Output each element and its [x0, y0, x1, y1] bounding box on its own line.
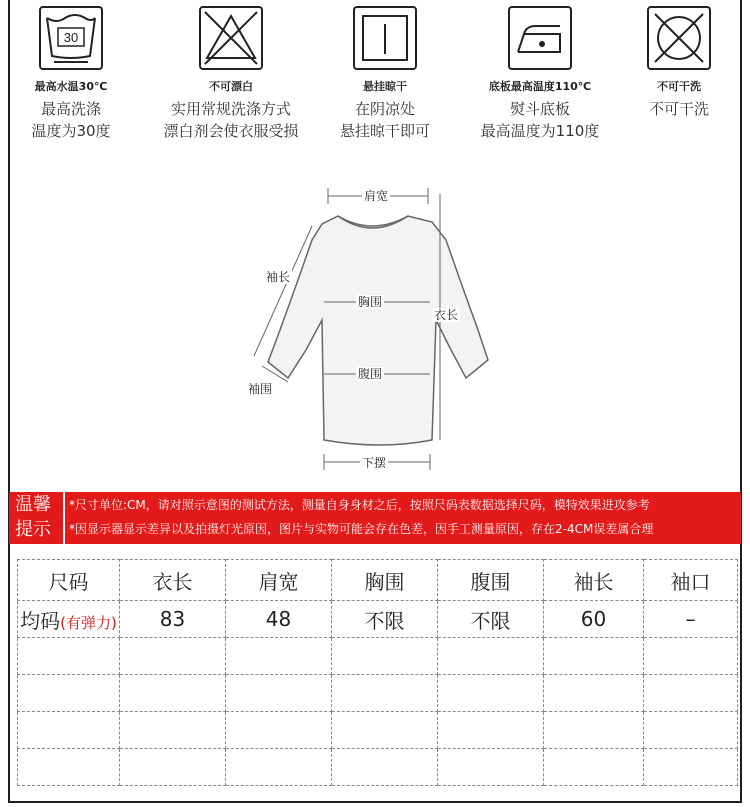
- header-cuff: 袖口: [644, 560, 738, 601]
- care-title: 底板最高温度110℃: [488, 80, 592, 93]
- care-item-bleach: [156, 6, 306, 142]
- no-bleach-icon: [199, 6, 263, 70]
- table-row-empty: [18, 749, 738, 786]
- header-shoulder: 肩宽: [226, 560, 332, 601]
- header-size: 尺码: [18, 560, 120, 601]
- no-dry-clean-icon: [647, 6, 711, 70]
- hang-dry-icon: [353, 6, 417, 70]
- table-row: [18, 601, 738, 638]
- header-waist: 腹围: [438, 560, 544, 601]
- header-sleeve: 袖长: [544, 560, 644, 601]
- value-cell: –: [644, 601, 738, 638]
- header-chest: 胸围: [332, 560, 438, 601]
- header-length: 衣长: [120, 560, 226, 601]
- care-title: 不可干洗: [657, 80, 701, 93]
- wash-30-icon: [39, 6, 103, 70]
- care-title: 悬挂晾干: [363, 80, 407, 93]
- label-length: 衣长: [434, 308, 459, 322]
- table-row-empty: [18, 712, 738, 749]
- size-cell: 均码(有弹力): [18, 601, 120, 638]
- care-desc: 不可干洗: [648, 100, 709, 118]
- tips-banner: [9, 492, 741, 544]
- care-desc: 在阴凉处 悬挂晾干即可: [339, 100, 430, 140]
- size-note: (有弹力): [60, 613, 117, 632]
- table-row-empty: [18, 638, 738, 675]
- care-item-iron: [465, 6, 615, 142]
- care-title: 不可漂白: [209, 80, 253, 93]
- care-desc: 熨斗底板 最高温度为110度: [480, 100, 600, 140]
- size-table: [17, 559, 738, 786]
- tips-line-1: *尺寸单位:CM，请对照示意图的测试方法，测量自身身材之后，按照尺码表数据选择尺码，模特效果进攻参考: [69, 498, 650, 512]
- label-chest: 胸围: [358, 295, 383, 309]
- wash-temp-label: 30: [63, 30, 79, 45]
- value-cell: 60: [544, 601, 644, 638]
- care-item-dryclean: [604, 6, 750, 120]
- table-row-empty: [18, 675, 738, 712]
- care-title: 最高水温30℃: [34, 80, 108, 93]
- garment-outline-icon: [0, 170, 750, 480]
- tips-label: 温馨 提示: [9, 492, 65, 544]
- care-instructions: [0, 0, 750, 170]
- value-cell: 48: [226, 601, 332, 638]
- care-desc: 实用常规洗涤方式 漂白剂会使衣服受损: [163, 100, 299, 140]
- label-shoulder: 肩宽: [364, 189, 389, 203]
- care-desc: 最高洗涤 温度为30度: [31, 100, 111, 140]
- value-cell: 83: [120, 601, 226, 638]
- care-item-wash: [0, 6, 146, 142]
- measurement-diagram: [0, 170, 750, 480]
- table-header-row: [18, 560, 738, 601]
- label-cuff: 袖围: [248, 382, 273, 396]
- label-waist: 腹围: [358, 367, 383, 381]
- label-sleeve: 袖长: [266, 270, 291, 284]
- tips-line-2: *因显示器显示差异以及拍摄灯光原因，图片与实物可能会存在色差，因手工测量原因，存在2-4CM误差属合理: [69, 522, 654, 536]
- value-cell: 不限: [332, 601, 438, 638]
- iron-110-icon: [508, 6, 572, 70]
- value-cell: 不限: [438, 601, 544, 638]
- label-hem: 下摆: [362, 456, 387, 470]
- care-item-dry: [310, 6, 460, 142]
